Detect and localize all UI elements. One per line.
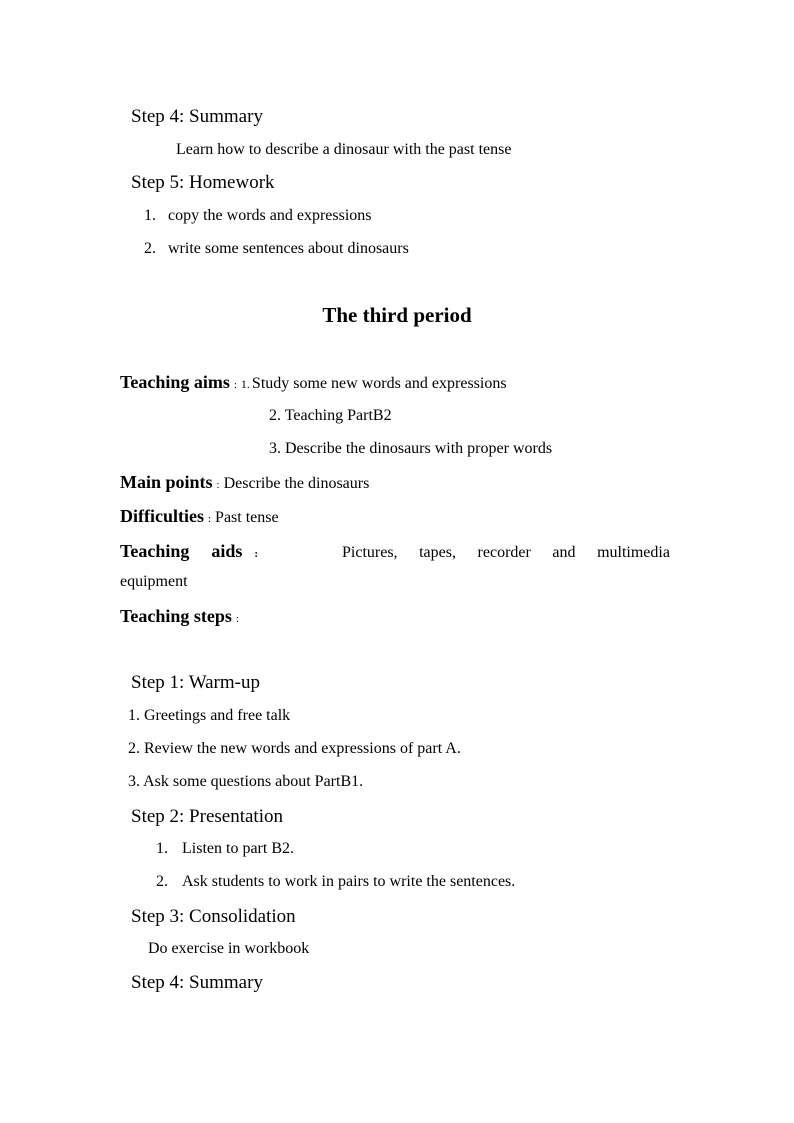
teaching-aids-label-word: aids: [211, 541, 243, 561]
teaching-steps-colon: :: [235, 613, 239, 625]
homework-item-number: 2.: [144, 240, 156, 257]
teaching-aids-values: [342, 544, 670, 562]
homework-item: [144, 241, 409, 257]
teaching-aids-continuation: equipment: [120, 573, 188, 590]
homework-item: [144, 208, 372, 224]
step2-item-text: Listen to part B2.: [182, 840, 294, 857]
step5-heading: Step 5: Homework: [131, 172, 275, 193]
aids-word: recorder: [477, 544, 531, 561]
step1-heading: Step 1: Warm-up: [131, 672, 260, 693]
step2-heading: Step 2: Presentation: [131, 806, 283, 827]
step1-item: 3. Ask some questions about PartB1.: [128, 773, 364, 790]
aim-item: 3. Describe the dinosaurs with proper words: [269, 440, 553, 457]
difficulties-colon: :: [207, 513, 212, 525]
difficulties-row: [120, 507, 279, 526]
aids-word: Pictures,: [342, 544, 398, 561]
main-points-text: Describe the dinosaurs: [223, 475, 370, 492]
teaching-aims-label: Teaching aims: [120, 372, 230, 392]
step2-item: [156, 841, 294, 857]
step2-item-number: 1.: [156, 840, 168, 857]
aids-word: tapes,: [419, 544, 456, 561]
teaching-aims-colon: :: [233, 379, 237, 391]
summary-text: Learn how to describe a dinosaur with the past tense: [176, 141, 512, 158]
homework-item-text: write some sentences about dinosaurs: [168, 240, 409, 257]
step1-item: 1. Greetings and free talk: [128, 707, 291, 724]
section-title: The third period: [322, 303, 472, 327]
step2-item-text: Ask students to work in pairs to write the sentences.: [182, 873, 516, 890]
homework-item-text: copy the words and expressions: [168, 207, 372, 224]
aim-text: Study some new words and expressions: [251, 375, 507, 392]
teaching-aids-label: [120, 541, 262, 562]
aids-word: multimedia: [597, 544, 670, 561]
difficulties-text: Past tense: [215, 509, 279, 526]
step4-heading: Step 4: Summary: [131, 972, 263, 993]
main-points-label: Main points: [120, 472, 213, 492]
step4-heading-prev: Step 4: Summary: [131, 106, 263, 127]
teaching-aims-row: [120, 373, 507, 392]
aids-word: and: [552, 544, 576, 561]
step3-heading: Step 3: Consolidation: [131, 906, 296, 927]
main-points-colon: :: [216, 479, 220, 491]
step1-item: 2. Review the new words and expressions of part A.: [128, 740, 461, 757]
teaching-steps-row: [120, 607, 243, 626]
aim-number: 1.: [240, 377, 250, 391]
step2-item-number: 2.: [156, 873, 168, 890]
main-points-row: [120, 473, 369, 492]
difficulties-label: Difficulties: [120, 506, 204, 526]
aim-item: 2. Teaching PartB2: [269, 407, 392, 424]
teaching-aids-label-word: Teaching: [120, 541, 190, 561]
teaching-aids-colon: :: [254, 548, 259, 560]
step3-text: Do exercise in workbook: [148, 940, 310, 957]
teaching-aids-row: [120, 541, 670, 562]
step2-item: [156, 874, 515, 890]
teaching-steps-label: Teaching steps: [120, 606, 232, 626]
homework-item-number: 1.: [144, 207, 156, 224]
